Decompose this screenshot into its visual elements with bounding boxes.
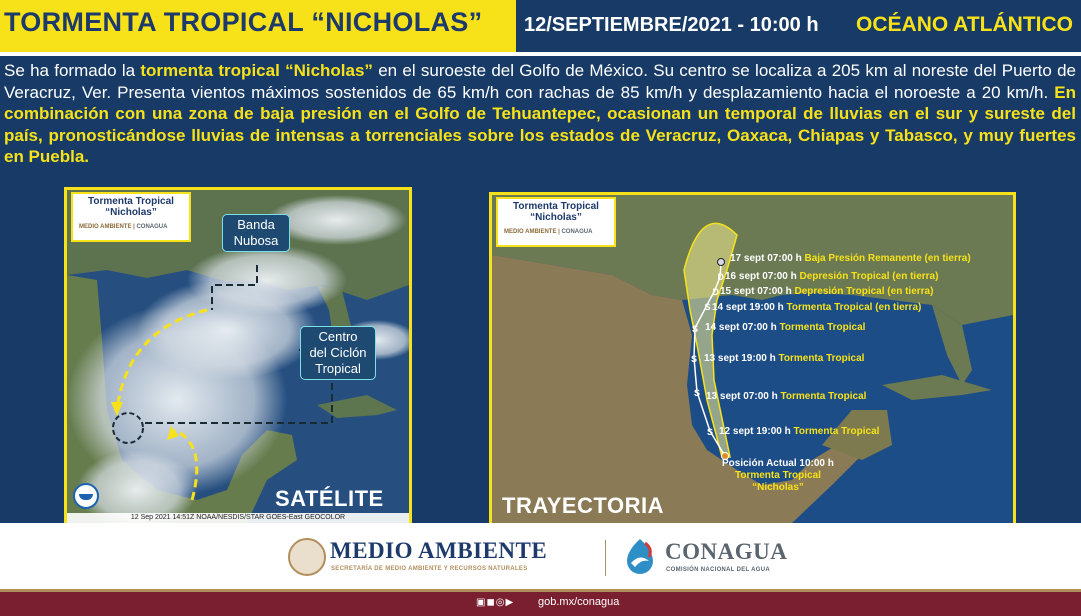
page-title: TORMENTA TROPICAL “NICHOLAS” xyxy=(4,7,483,37)
medio-ambiente-subtitle: SECRETARÍA DE MEDIO AMBIENTE Y RECURSOS NATURALES xyxy=(331,566,528,572)
satellite-inset-logo-conagua: CONAGUA xyxy=(136,224,168,230)
satellite-inset-title-text: Tormenta Tropical “Nicholas” xyxy=(88,196,174,218)
header-title-box xyxy=(0,0,516,52)
trajectory-label: TRAYECTORIA xyxy=(502,493,664,518)
current-position-time: Posición Actual 10:00 h xyxy=(722,458,834,469)
header-info-box xyxy=(516,0,1081,52)
track-point-status: Depresión Tropical (en tierra) xyxy=(799,271,939,282)
track-point-label xyxy=(719,426,879,437)
instagram-icon[interactable]: ◎ xyxy=(495,597,506,608)
svg-text:S: S xyxy=(694,388,701,398)
bottom-stripe xyxy=(0,589,1081,592)
satellite-inset-title xyxy=(71,192,191,242)
trajectory-inset-logos: MEDIO AMBIENTE | CONAGUA xyxy=(504,229,593,235)
track-point-label xyxy=(720,286,933,297)
svg-text:S: S xyxy=(691,354,698,364)
trajectory-inset-logo-conagua: CONAGUA xyxy=(561,229,593,235)
twitter-icon[interactable]: ◼ xyxy=(486,597,496,608)
track-point-date: 15 sept 07:00 h xyxy=(720,286,792,297)
svg-text:D: D xyxy=(712,287,719,297)
summary-text-2: en el suroeste del Golfo de México. Su centro se localiza a 205 km al noreste del Puerto de Veracruz, Ver. Presenta vientos máximos sostenidos de 65 km/h con rachas de 85 km/h y desplazamiento hacia el noroeste a 20 km/h. xyxy=(4,61,1076,102)
conagua-title: CONAGUA xyxy=(665,539,788,564)
current-position-label xyxy=(722,458,834,494)
rain-forecast-highlight: En combinación con una zona de baja presión en el Golfo de Tehuantepec, ocasionan un temporal de lluvias en el sur y sureste del país, pronosticándose lluvias de intensas a torrenciales sobre los estados de Veracruz, Oaxaca, Chiapas y Tabasco, y muy fuertes en Puebla. xyxy=(4,82,1076,166)
satellite-inset-logo-ma: MEDIO AMBIENTE xyxy=(79,224,132,230)
track-point-date: 13 sept 19:00 h xyxy=(704,353,776,364)
callout-cyclone-center: Centro del Ciclón Tropical xyxy=(300,326,376,380)
current-position-status: Tormenta Tropical “Nicholas” xyxy=(734,470,821,493)
track-point-date: 14 sept 07:00 h xyxy=(705,322,777,333)
facebook-icon[interactable]: ▣ xyxy=(476,597,487,608)
track-point-date: 13 sept 07:00 h xyxy=(706,391,778,402)
trajectory-inset-title-text: Tormenta Tropical “Nicholas” xyxy=(513,201,599,223)
satellite-panel xyxy=(64,187,412,526)
header-bar xyxy=(0,0,1081,52)
youtube-icon[interactable]: ▶ xyxy=(505,597,515,608)
storm-name-highlight: tormenta tropical “Nicholas” xyxy=(140,61,373,80)
trajectory-inset-title xyxy=(496,197,616,247)
trajectory-inset-logo-ma: MEDIO AMBIENTE xyxy=(504,229,557,235)
national-emblem-icon xyxy=(288,538,326,576)
conagua-logo-icon xyxy=(623,537,657,575)
track-point-date: 16 sept 07:00 h xyxy=(725,271,797,282)
track-point-label xyxy=(712,302,921,313)
track-point-label xyxy=(730,253,971,264)
track-point-label xyxy=(725,271,938,282)
summary-paragraph xyxy=(4,60,1076,168)
track-point-date: 17 sept 07:00 h xyxy=(730,253,802,264)
track-point-status: Depresión Tropical (en tierra) xyxy=(794,286,934,297)
svg-text:S: S xyxy=(707,427,714,437)
track-point-status: Tormenta Tropical xyxy=(793,426,880,437)
track-point-date: 14 sept 19:00 h xyxy=(712,302,784,313)
logo-separator xyxy=(605,540,606,576)
header-divider xyxy=(0,52,1081,56)
conagua-subtitle: COMISIÓN NACIONAL DEL AGUA xyxy=(666,567,771,573)
satellite-label: SATÉLITE xyxy=(275,486,384,511)
satellite-credit: 12 Sep 2021 14:51Z NOAA/NESDIS/STAR GOES-East GEOCOLOR xyxy=(67,513,409,523)
trajectory-panel xyxy=(489,192,1016,526)
track-point-status: Tormenta Tropical (en tierra) xyxy=(786,302,922,313)
social-icons xyxy=(476,597,514,608)
ocean-label: OCÉANO ATLÁNTICO xyxy=(856,13,1073,36)
track-point-date: 12 sept 19:00 h xyxy=(719,426,791,437)
website-link[interactable]: gob.mx/conagua xyxy=(538,596,620,608)
summary-text-1: Se ha formado la xyxy=(4,61,141,80)
track-point-status: Tormenta Tropical xyxy=(778,353,865,364)
satellite-inset-logos: MEDIO AMBIENTE | CONAGUA xyxy=(79,224,168,230)
track-point-status: Tormenta Tropical xyxy=(779,322,866,333)
callout-cloud-band: Banda Nubosa xyxy=(222,214,290,252)
medio-ambiente-title: MEDIO AMBIENTE xyxy=(330,538,548,563)
track-point-label xyxy=(704,353,864,364)
svg-text:S: S xyxy=(704,302,711,312)
bulletin-date: 12/SEPTIEMBRE/2021 - 10:00 h xyxy=(524,14,819,36)
svg-text:S: S xyxy=(692,324,699,334)
noaa-logo-icon xyxy=(73,483,99,509)
svg-text:D: D xyxy=(717,272,724,282)
track-point-label xyxy=(706,391,866,402)
track-point-status: Tormenta Tropical xyxy=(780,391,867,402)
track-point-status: Baja Presión Remanente (en tierra) xyxy=(804,253,971,264)
track-point-label xyxy=(705,322,865,333)
